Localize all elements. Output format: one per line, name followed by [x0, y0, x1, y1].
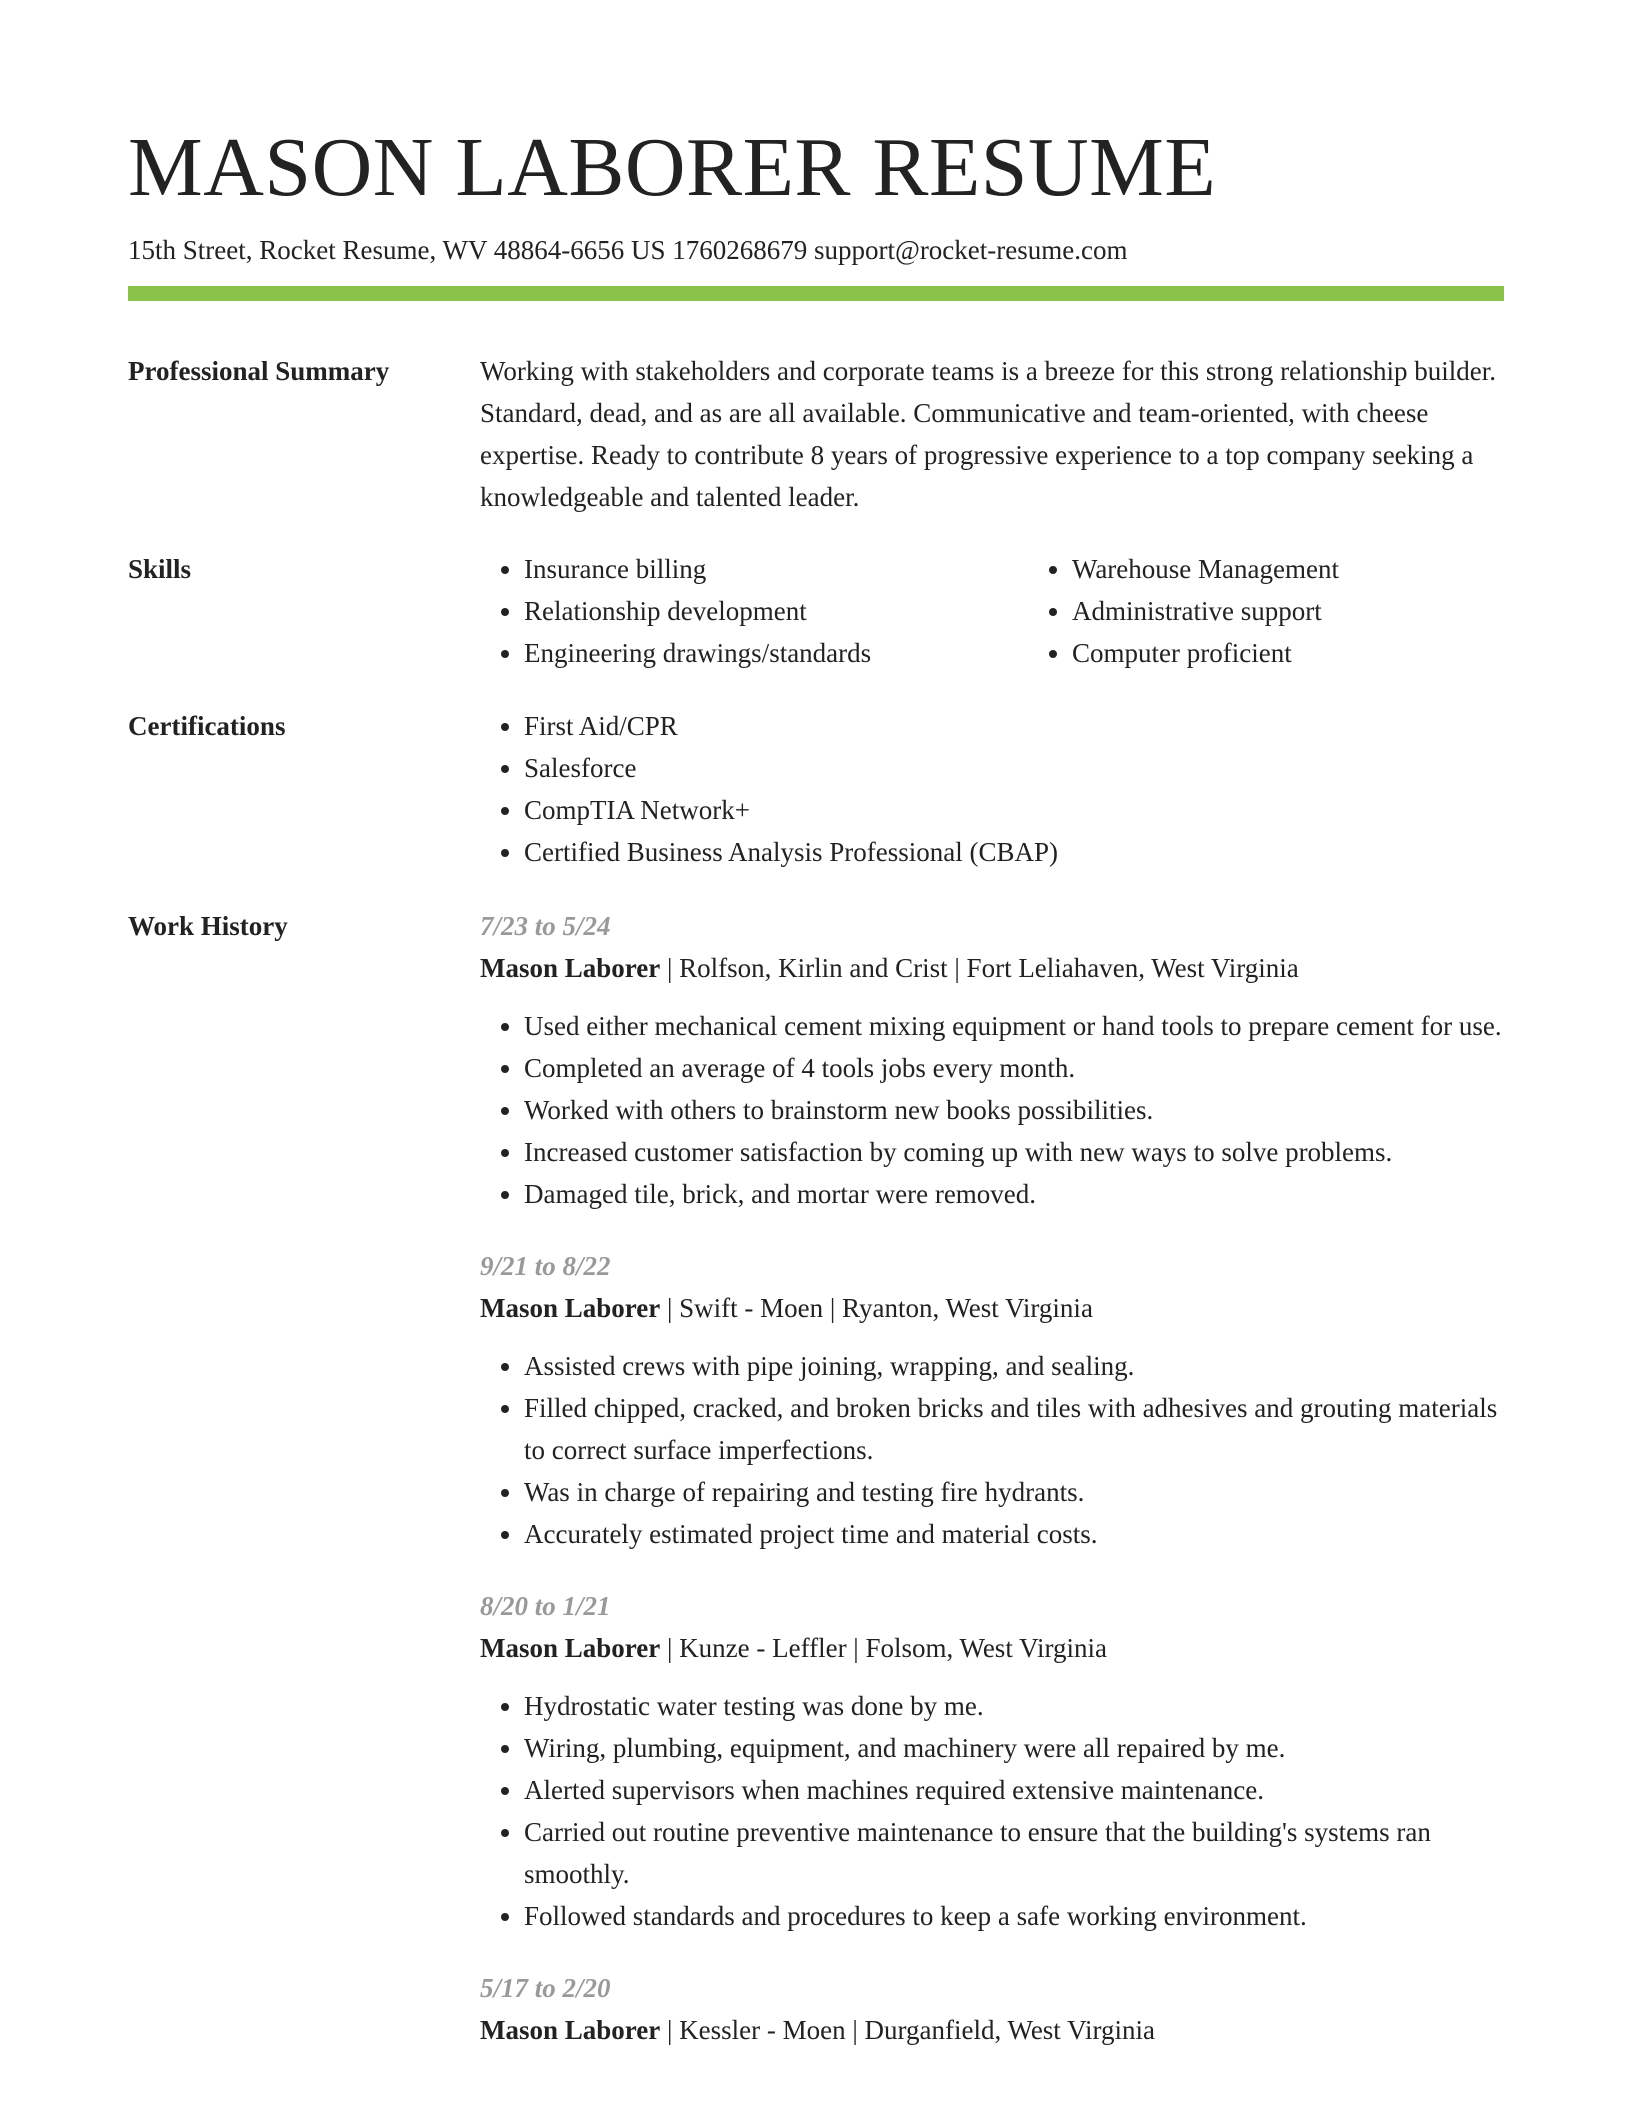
job-title: Mason Laborer: [480, 2015, 661, 2045]
list-item: • Insurance billing: [524, 548, 1028, 590]
job-entry: [480, 905, 1504, 1215]
list-item: • First Aid/CPR: [524, 705, 1504, 747]
summary-label: Professional Summary: [128, 356, 390, 386]
list-item: • Engineering drawings/standards: [524, 632, 1028, 674]
list-item: • Alerted supervisors when machines required extensive maintenance.: [524, 1769, 1504, 1811]
job-dates: 8/20 to 1/21: [480, 1591, 611, 1621]
list-item: • Carried out routine preventive maintenance to ensure that the building's systems ran smoothly.: [524, 1811, 1504, 1895]
list-item: • Hydrostatic water testing was done by me.: [524, 1685, 1504, 1727]
resume-title: MASON LABORER RESUME: [128, 121, 1217, 214]
list-item: • CompTIA Network+: [524, 789, 1504, 831]
job-bullets: [480, 1005, 1504, 1215]
job-details: | Kessler - Moen | Durganfield, West Virginia: [660, 2015, 1155, 2045]
work-history-label: Work History: [128, 911, 288, 941]
skills-list-left: [480, 548, 1028, 674]
job-dates: 9/21 to 8/22: [480, 1251, 611, 1281]
job-dates: 5/17 to 2/20: [480, 1973, 611, 2003]
list-item: • Worked with others to brainstorm new books possibilities.: [524, 1089, 1504, 1131]
job-dates: 7/23 to 5/24: [480, 911, 611, 941]
summary-text: Working with stakeholders and corporate teams is a breeze for this strong relationship builder. Standard, dead, and as are all available. Communicative and team-oriented, with cheese expertise. Ready to contribute 8 years of progressive experience to a top company seeking a knowledgeable and talented leader.: [480, 356, 1497, 512]
skills-label: Skills: [128, 554, 192, 584]
list-item: • Warehouse Management: [1072, 548, 1548, 590]
job-title-line: [480, 1627, 1504, 1669]
list-item: • Followed standards and procedures to keep a safe working environment.: [524, 1895, 1504, 1937]
contact-line: 15th Street, Rocket Resume, WV 48864-6656 US 1760268679 support@rocket-resume.com: [128, 235, 1128, 265]
job-bullets: [480, 1685, 1504, 1937]
list-item: • Completed an average of 4 tools jobs every month.: [524, 1047, 1504, 1089]
job-title: Mason Laborer: [480, 1633, 661, 1663]
accent-divider: [128, 286, 1504, 301]
list-item: • Wiring, plumbing, equipment, and machinery were all repaired by me.: [524, 1727, 1504, 1769]
skills-list-right: [1028, 548, 1548, 674]
list-item: • Was in charge of repairing and testing fire hydrants.: [524, 1471, 1504, 1513]
job-details: | Rolfson, Kirlin and Crist | Fort Leliahaven, West Virginia: [660, 953, 1299, 983]
list-item: • Damaged tile, brick, and mortar were removed.: [524, 1173, 1504, 1215]
job-title-line: [480, 947, 1504, 989]
list-item: • Filled chipped, cracked, and broken bricks and tiles with adhesives and grouting materials to correct surface imperfections.: [524, 1387, 1504, 1471]
certifications-list: [480, 705, 1504, 873]
list-item: • Relationship development: [524, 590, 1028, 632]
job-entry: [480, 1585, 1504, 1937]
job-details: | Kunze - Leffler | Folsom, West Virginia: [660, 1633, 1107, 1663]
list-item: • Used either mechanical cement mixing equipment or hand tools to prepare cement for use.: [524, 1005, 1504, 1047]
job-entry: [480, 1245, 1504, 1555]
list-item: • Salesforce: [524, 747, 1504, 789]
job-details: | Swift - Moen | Ryanton, West Virginia: [660, 1293, 1093, 1323]
certifications-label: Certifications: [128, 711, 286, 741]
job-title: Mason Laborer: [480, 953, 661, 983]
job-entry: [480, 1967, 1504, 2051]
list-item: • Administrative support: [1072, 590, 1548, 632]
job-bullets: [480, 1345, 1504, 1555]
list-item: • Assisted crews with pipe joining, wrapping, and sealing.: [524, 1345, 1504, 1387]
job-title-line: [480, 2009, 1504, 2051]
job-title: Mason Laborer: [480, 1293, 661, 1323]
list-item: • Computer proficient: [1072, 632, 1548, 674]
list-item: • Increased customer satisfaction by coming up with new ways to solve problems.: [524, 1131, 1504, 1173]
job-title-line: [480, 1287, 1504, 1329]
list-item: • Certified Business Analysis Professional (CBAP): [524, 831, 1504, 873]
list-item: • Accurately estimated project time and material costs.: [524, 1513, 1504, 1555]
